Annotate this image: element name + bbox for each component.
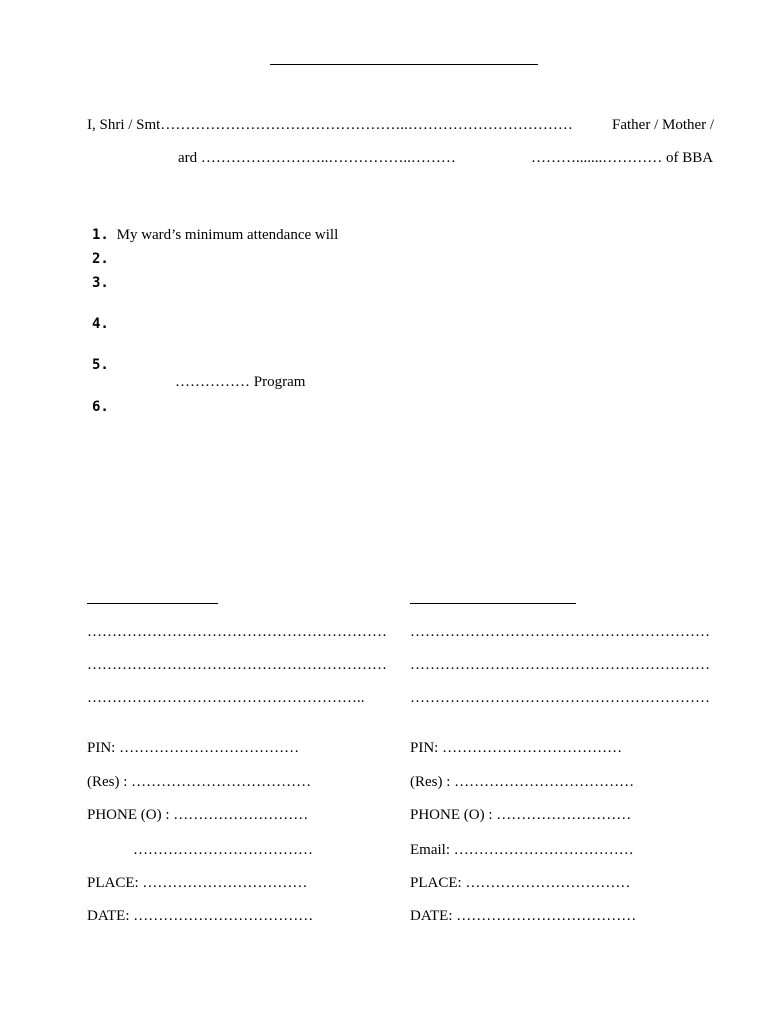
list-item-number: 3.: [92, 275, 109, 291]
list-item-text: My ward’s minimum attendance will: [116, 227, 339, 243]
intro-line-1-left: I, Shri / Smt…………………………………………..……………………………: [87, 117, 573, 133]
list-item: [92, 226, 338, 244]
list-item: [92, 356, 109, 374]
left-pin-field: PIN: ………………………………: [87, 740, 300, 756]
right-pin-field: PIN: ………………………………: [410, 740, 623, 756]
intro-line-2-right: ……….......………… of BBA: [531, 150, 714, 166]
right-date-field: DATE: ………………………………: [410, 908, 637, 924]
intro-line-2-left: ard ……………………..……………..………: [178, 150, 456, 166]
list-item: [92, 315, 109, 333]
list-item: [92, 250, 109, 268]
title-underline: [270, 64, 538, 65]
list-item-5-continuation: …………… Program: [175, 374, 306, 390]
right-email-field: Email: ………………………………: [410, 842, 634, 858]
left-phone-field: PHONE (O) : ………………………: [87, 807, 309, 823]
right-address-line-2: ……………………………………………………: [410, 657, 710, 673]
left-address-line-2: ……………………………………………………: [87, 657, 387, 673]
list-item-number: 1.: [92, 227, 109, 243]
right-place-field: PLACE: ……………………………: [410, 875, 631, 891]
left-signature-line: [87, 603, 218, 604]
left-place-field: PLACE: ……………………………: [87, 875, 308, 891]
left-address-line-1: ……………………………………………………: [87, 624, 387, 640]
right-res-field: (Res) : ………………………………: [410, 774, 635, 790]
list-item-number: 5.: [92, 357, 109, 373]
intro-line-1-right: Father / Mother /: [612, 117, 715, 133]
left-blank-field: ………………………………: [133, 842, 313, 858]
right-signature-line: [410, 603, 576, 604]
list-item-number: 2.: [92, 251, 109, 267]
list-item: [92, 398, 109, 416]
left-res-field: (Res) : ………………………………: [87, 774, 312, 790]
left-date-field: DATE: ………………………………: [87, 908, 314, 924]
list-item-number: 6.: [92, 399, 109, 415]
list-item: [92, 274, 109, 292]
list-item-number: 4.: [92, 316, 109, 332]
right-address-line-1: ……………………………………………………: [410, 624, 710, 640]
right-address-line-3: ……………………………………………………: [410, 690, 710, 706]
right-phone-field: PHONE (O) : ………………………: [410, 807, 632, 823]
left-address-line-3: ………………………………………………..: [87, 690, 365, 706]
